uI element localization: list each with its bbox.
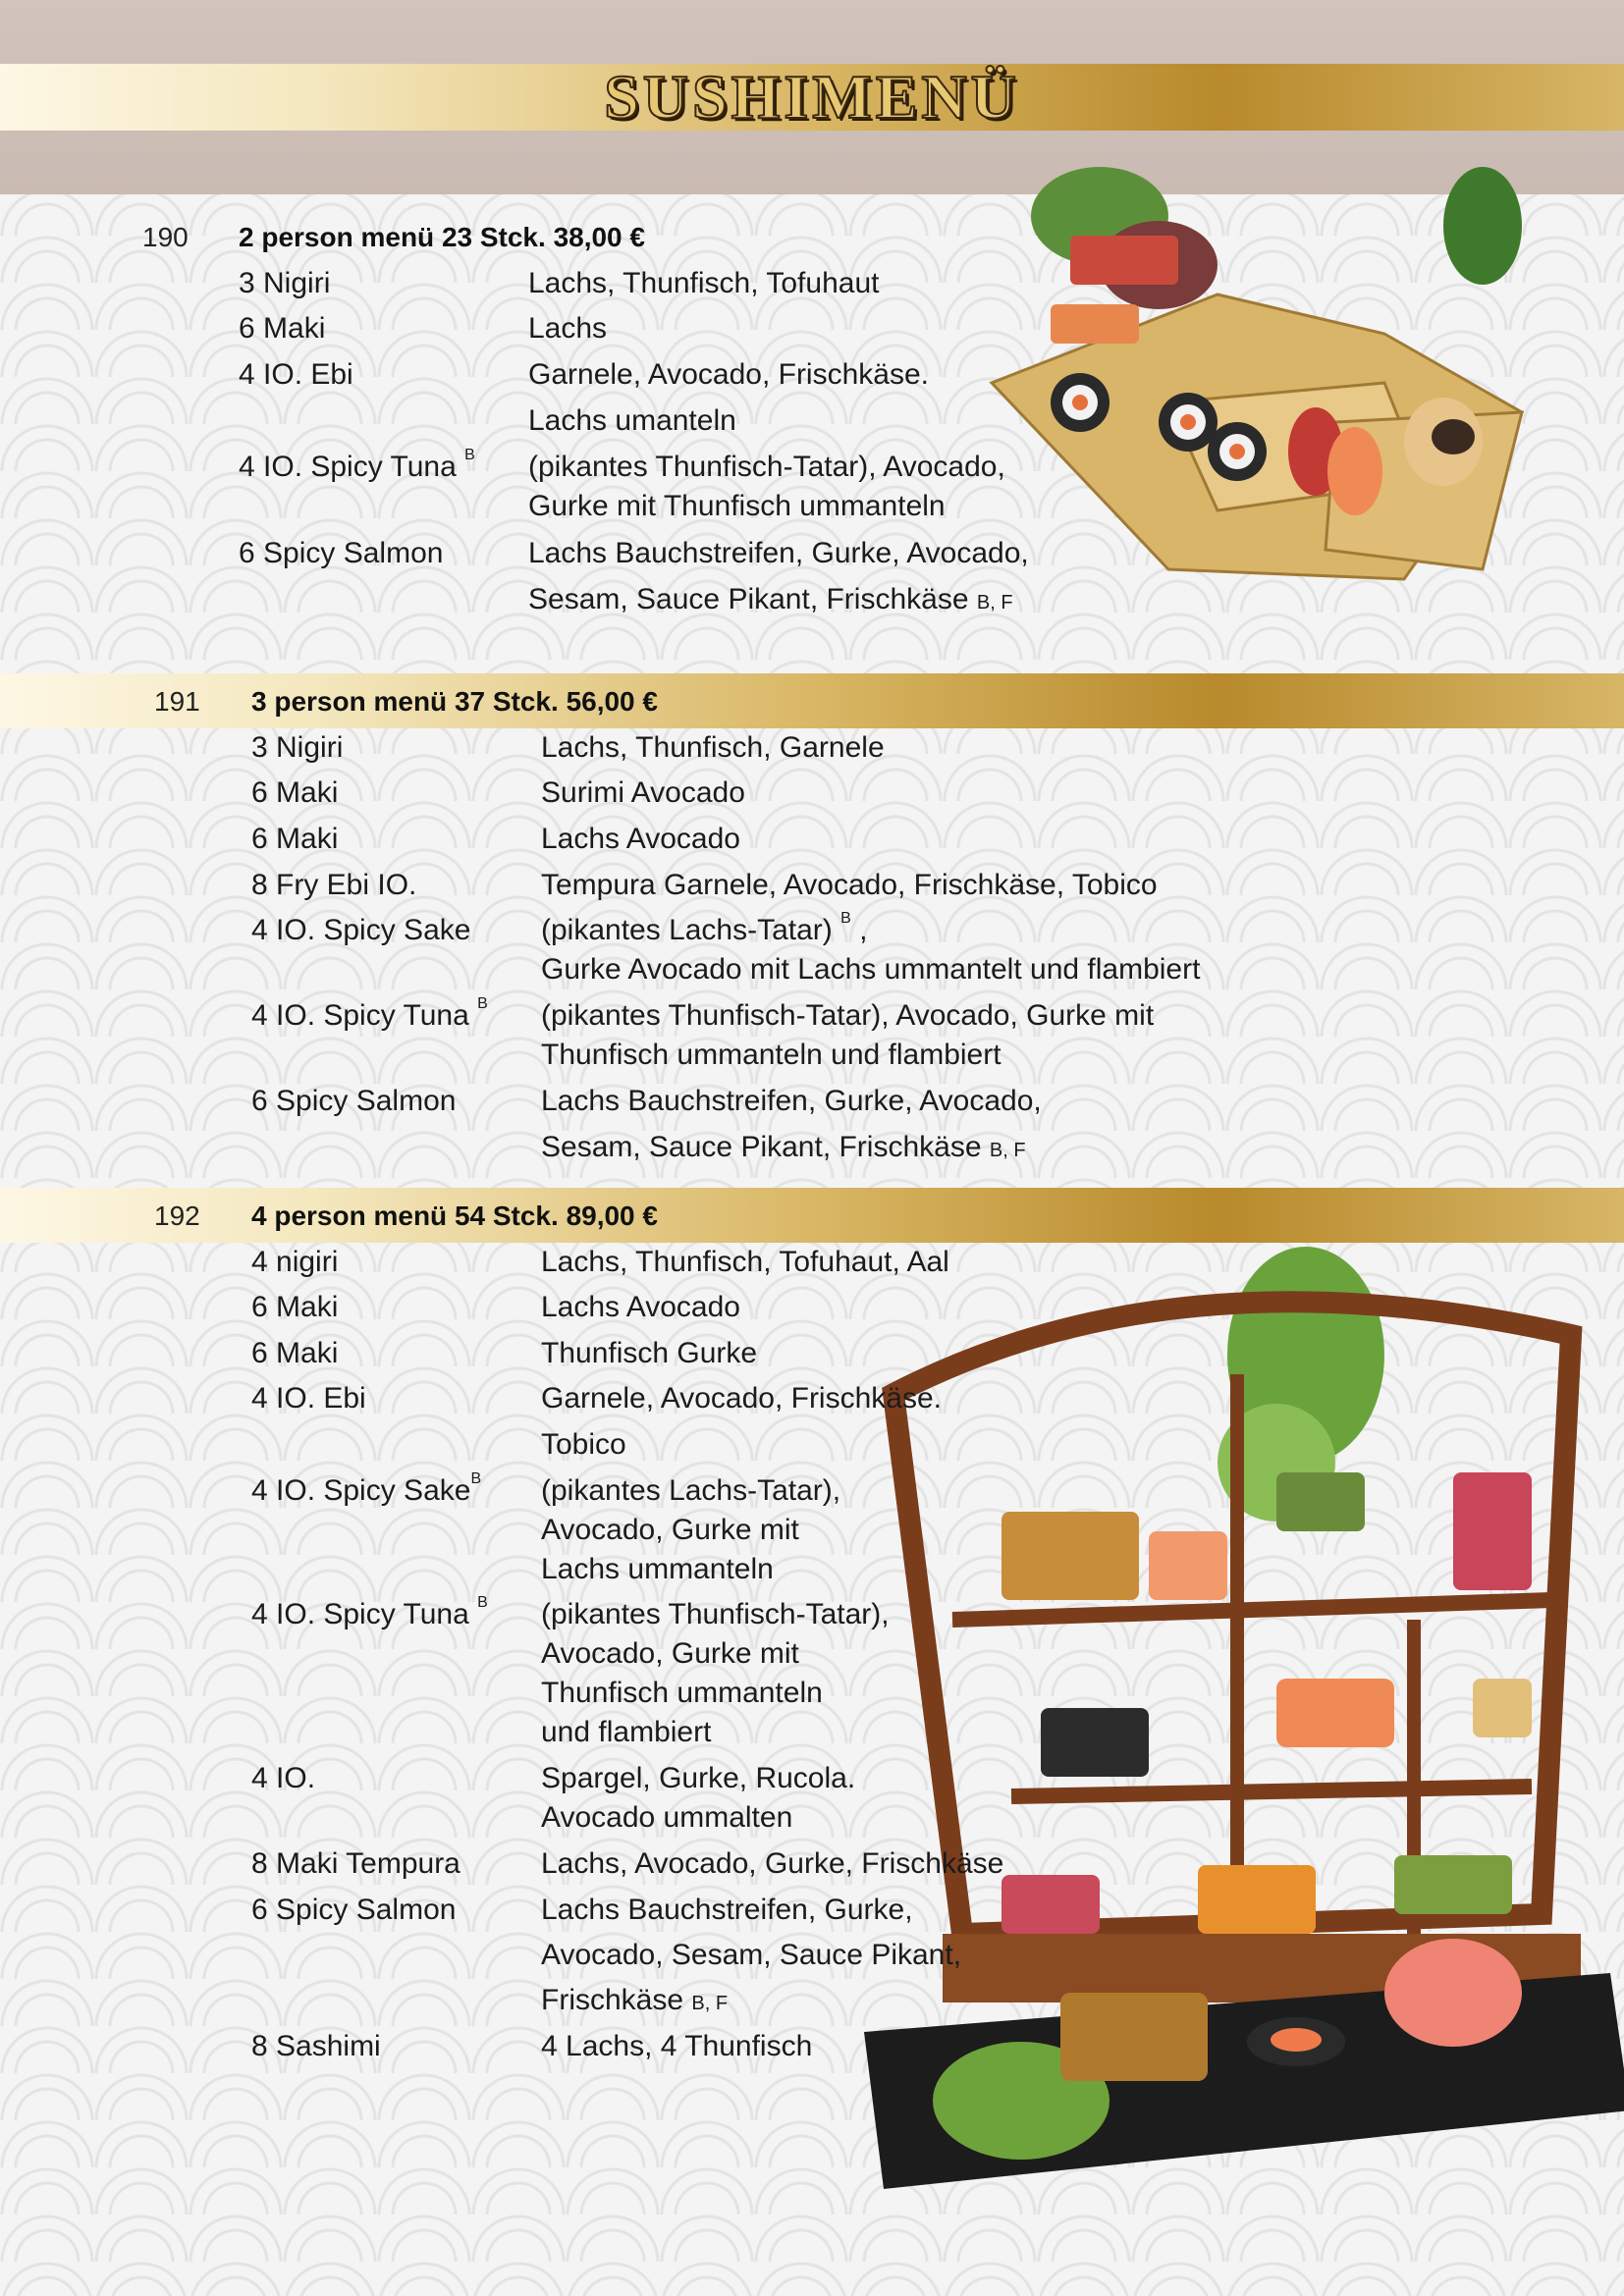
item-name: 4 IO. Ebi: [239, 358, 353, 391]
item-desc-with-allergen: [541, 1131, 1026, 1164]
item-desc: Lachs, Thunfisch, Garnele: [541, 731, 885, 764]
allergen-codes: B, F: [976, 592, 1013, 614]
allergen-mark: B: [477, 995, 488, 1012]
item-name: 6 Spicy Salmon: [239, 537, 444, 569]
item-name: 6 Maki: [251, 823, 339, 855]
section-number: 192: [154, 1201, 200, 1231]
item-desc: Gurke Avocado mit Lachs ummantelt und flambiert: [541, 953, 1201, 986]
allergen-mark: B: [840, 910, 851, 927]
item-name-with-allergen: [251, 1594, 488, 1631]
item-desc: (pikantes Thunfisch-Tatar),: [541, 1598, 890, 1630]
item-desc: Garnele, Avocado, Frischkäse.: [528, 358, 929, 391]
item-name-with-allergen: [239, 447, 475, 484]
item-desc: Lachs, Avocado, Gurke, Frischkäse: [541, 1847, 1004, 1880]
item-name: 6 Maki: [239, 312, 326, 345]
item-desc: Surimi Avocado: [541, 776, 745, 809]
section-number: 191: [154, 686, 200, 717]
item-desc: Avocado, Sesam, Sauce Pikant,: [541, 1939, 962, 1971]
item-name: 4 IO. Spicy Tuna: [251, 999, 469, 1032]
item-desc-with-allergen: [541, 910, 868, 947]
allergen-codes: B, F: [989, 1140, 1026, 1161]
sushi-platter-photo: [972, 157, 1561, 618]
allergen-mark: B: [464, 447, 475, 463]
item-desc: Lachs, Thunfisch, Tofuhaut, Aal: [541, 1246, 949, 1278]
item-desc: (pikantes Thunfisch-Tatar), Avocado,: [528, 451, 1005, 483]
item-desc: Lachs, Thunfisch, Tofuhaut: [528, 267, 880, 299]
item-name: 4 IO.: [251, 1762, 316, 1794]
item-desc: Sesam, Sauce Pikant, Frischkäse: [541, 1131, 982, 1163]
item-desc: Tobico: [541, 1428, 626, 1461]
section-bar: [0, 673, 1624, 728]
item-name: 3 Nigiri: [239, 267, 331, 299]
section-heading: 4 person menü 54 Stck. 89,00 €: [251, 1201, 658, 1231]
item-desc: (pikantes Lachs-Tatar),: [541, 1474, 841, 1507]
item-name: 8 Sashimi: [251, 2030, 381, 2062]
item-name: 4 IO. Spicy Sake: [251, 1474, 471, 1507]
section-number: 190: [142, 222, 189, 252]
item-name: 4 IO. Spicy Tuna: [239, 451, 457, 483]
section-bar: [0, 1188, 1624, 1243]
item-name: 8 Fry Ebi IO.: [251, 869, 417, 901]
item-desc-with-allergen: [528, 583, 1013, 616]
item-desc: Lachs umanteln: [528, 404, 736, 437]
item-desc: Tempura Garnele, Avocado, Frischkäse, Tobico: [541, 869, 1158, 901]
item-name: 4 IO. Spicy Tuna: [251, 1598, 469, 1630]
item-name: 4 IO. Spicy Sake: [251, 914, 471, 946]
item-desc: Lachs Bauchstreifen, Gurke,: [541, 1894, 913, 1926]
item-desc-with-allergen: [541, 1984, 728, 2017]
item-desc: und flambiert: [541, 1716, 712, 1748]
item-name: 4 nigiri: [251, 1246, 339, 1278]
item-name-with-allergen: [251, 995, 488, 1033]
section-heading: 2 person menü 23 Stck. 38,00 €: [239, 222, 645, 252]
item-desc: Garnele, Avocado, Frischkäse.: [541, 1382, 942, 1415]
item-desc: Frischkäse: [541, 1984, 684, 2016]
item-desc: Avocado, Gurke mit: [541, 1637, 799, 1670]
sushi-shelf-photo: [864, 1247, 1624, 2209]
item-desc: Lachs: [528, 312, 608, 345]
item-desc: Thunfisch ummanteln und flambiert: [541, 1039, 1001, 1071]
item-desc: (pikantes Lachs-Tatar): [541, 914, 833, 946]
section-heading: 3 person menü 37 Stck. 56,00 €: [251, 686, 658, 717]
item-desc: Spargel, Gurke, Rucola.: [541, 1762, 856, 1794]
allergen-codes: B, F: [691, 1993, 729, 2014]
item-desc: Lachs ummanteln: [541, 1553, 774, 1585]
page-title: SUSHIMENÜ: [604, 62, 1020, 132]
allergen-mark: B: [470, 1470, 482, 1487]
item-name: 8 Maki Tempura: [251, 1847, 460, 1880]
item-name-with-allergen: [251, 1470, 482, 1508]
item-name: 4 IO. Ebi: [251, 1382, 366, 1415]
allergen-mark: B: [477, 1594, 488, 1611]
item-name: 6 Maki: [251, 1291, 339, 1323]
item-desc: Gurke mit Thunfisch ummanteln: [528, 490, 946, 522]
item-desc: Lachs Avocado: [541, 1291, 740, 1323]
item-desc: Thunfisch ummanteln: [541, 1677, 823, 1709]
item-desc: Avocado, Gurke mit: [541, 1514, 799, 1546]
item-desc: Avocado ummalten: [541, 1801, 793, 1834]
item-name: 6 Spicy Salmon: [251, 1894, 457, 1926]
item-name: 6 Maki: [251, 776, 339, 809]
item-desc: Lachs Bauchstreifen, Gurke, Avocado,: [528, 537, 1029, 569]
item-desc: Sesam, Sauce Pikant, Frischkäse: [528, 583, 969, 615]
item-desc-tail: ,: [850, 914, 868, 946]
item-desc: Lachs Bauchstreifen, Gurke, Avocado,: [541, 1085, 1042, 1117]
item-desc: 4 Lachs, 4 Thunfisch: [541, 2030, 813, 2062]
item-desc: Thunfisch Gurke: [541, 1337, 758, 1369]
item-name: 3 Nigiri: [251, 731, 344, 764]
item-name: 6 Maki: [251, 1337, 339, 1369]
item-name: 6 Spicy Salmon: [251, 1085, 457, 1117]
item-desc: (pikantes Thunfisch-Tatar), Avocado, Gurke mit: [541, 999, 1155, 1032]
item-desc: Lachs Avocado: [541, 823, 740, 855]
